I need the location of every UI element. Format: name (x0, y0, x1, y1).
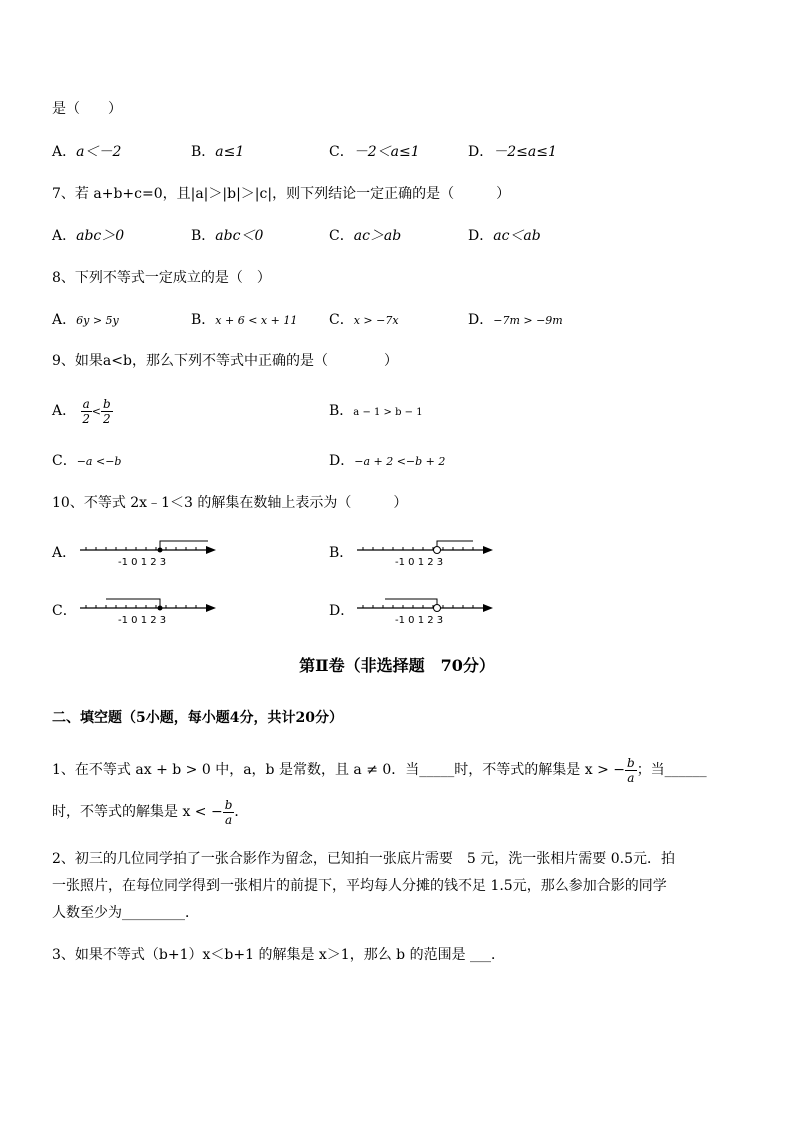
question-number: 3、 (52, 947, 75, 963)
hollow-endpoint (434, 605, 441, 612)
q8-option-a[interactable] (52, 311, 119, 330)
q7-option-b[interactable] (191, 227, 263, 245)
fraction-numerator: b (627, 755, 635, 770)
q9-stem (52, 352, 398, 370)
q10-option-a-number-line[interactable] (78, 535, 220, 569)
option-body: ac＞ab (353, 228, 402, 244)
tick-labels: -1 0 1 2 3 (118, 615, 167, 626)
q9-option-a[interactable] (52, 394, 113, 429)
q10-option-c-label[interactable]: C． (52, 603, 77, 619)
option-label: D． (468, 312, 494, 328)
fraction-denominator: a (224, 812, 233, 827)
q10-option-d-label[interactable]: D． (329, 603, 355, 619)
option-label: A． (52, 228, 77, 244)
solution-ray (106, 599, 160, 608)
option-label: B． (191, 228, 216, 244)
option-body: abc＜0 (215, 228, 264, 244)
solid-endpoint (158, 548, 163, 553)
q6-option-b[interactable] (191, 143, 244, 161)
question-number: 1、 (52, 762, 75, 778)
fraction (625, 756, 637, 785)
part2-title: 第Ⅱ卷（非选择题 70分） (299, 656, 495, 675)
option-label: A． (52, 403, 77, 419)
q6-option-c[interactable] (329, 143, 420, 161)
fraction-denominator: 2 (82, 411, 90, 426)
option-label: C． (329, 312, 354, 328)
question-text: 在不等式 ax + b > 0 中，a，b 是常数，且 a ≠ 0．当_____时，不等式的解集是 x > − (74, 762, 625, 778)
question-number: 7、 (52, 186, 75, 202)
option-body: a≤1 (215, 144, 245, 160)
tick-labels: -1 0 1 2 3 (395, 615, 444, 626)
solution-ray (385, 599, 437, 604)
tick-labels: -1 0 1 2 3 (118, 557, 167, 568)
fill-q1-line1 (52, 754, 707, 786)
tick-labels: -1 0 1 2 3 (395, 557, 444, 568)
option-label: B． (329, 403, 354, 419)
option-label: A． (52, 144, 77, 160)
axis-arrow (206, 546, 216, 554)
question-text: ；当______ (636, 762, 707, 778)
question-text: ． (234, 804, 249, 820)
solid-endpoint (158, 606, 163, 611)
question-text: 不等式 2x﹣1＜3 的解集在数轴上表示为（ ） (83, 495, 408, 511)
option-body: abc＞0 (76, 228, 125, 244)
fill-q2-line1 (52, 850, 675, 868)
q10-option-a-label[interactable]: A． (52, 545, 77, 561)
q10-option-b-label[interactable]: B． (329, 545, 354, 561)
axis-arrow (483, 604, 493, 612)
question-number: 2、 (52, 851, 75, 867)
question-text: 如果不等式（b+1）x＜b+1 的解集是 x＞1，那么 b 的范围是 ___． (74, 947, 506, 963)
option-label: B． (191, 144, 216, 160)
fill-q1-line2 (52, 796, 248, 828)
q6-option-a[interactable] (52, 143, 121, 161)
axis-arrow (206, 604, 216, 612)
option-body: x > −7x (353, 314, 399, 327)
q7-option-a[interactable] (52, 227, 124, 245)
hollow-endpoint (434, 547, 441, 554)
option-body: a − 1 > b − 1 (353, 407, 423, 418)
solution-ray (437, 541, 473, 546)
relation: < (91, 405, 101, 418)
option-body: −7m > −9m (493, 314, 563, 327)
option-label: D． (329, 453, 355, 469)
axis-arrow (483, 546, 493, 554)
q10-option-c-number-line[interactable] (78, 593, 220, 627)
question-number: 10、 (52, 495, 84, 511)
option-label: C． (329, 144, 354, 160)
solution-ray (160, 541, 208, 550)
q8-option-b[interactable] (191, 311, 297, 330)
fill-q2-line3: 人数至少为_________． (52, 905, 199, 921)
option-label: D． (468, 144, 494, 160)
q9-option-d[interactable] (329, 452, 445, 471)
section-heading: 二、填空题（5小题，每小题4分，共计20分） (52, 710, 343, 726)
option-label: C． (52, 453, 77, 469)
option-label: B． (191, 312, 216, 328)
question-text: 下列不等式一定成立的是（ ） (74, 270, 271, 286)
option-body: a＜－2 (76, 144, 122, 160)
option-body: 6y > 5y (76, 314, 119, 327)
q6-stem-tail: 是（ ） (52, 101, 122, 117)
fill-q3 (52, 946, 505, 964)
question-number: 9、 (52, 353, 75, 369)
question-number: 8、 (52, 270, 75, 286)
fraction-numerator: b (102, 396, 111, 411)
q10-stem (52, 494, 407, 512)
q7-option-c[interactable] (329, 227, 401, 245)
q10-option-d-number-line[interactable] (355, 593, 497, 627)
option-body: −a <−b (76, 455, 122, 468)
q9-option-c[interactable] (52, 452, 121, 471)
fill-q2-line2: 一张照片，在每位同学得到一张相片的前提下，平均每人分摊的钱不足 1.5元，那么参加合影的同学 (52, 878, 667, 894)
option-body: －2≤a≤1 (493, 144, 557, 160)
fraction (101, 397, 113, 426)
question-text: 若 a+b+c=0，且|a|＞|b|＞|c|，则下列结论一定正确的是（ ） (74, 186, 511, 202)
q8-stem (52, 269, 271, 287)
option-body: －2＜a≤1 (353, 144, 420, 160)
q6-option-d[interactable] (468, 143, 557, 161)
question-text: 初三的几位同学拍了一张合影作为留念，已知拍一张底片需要 5 元，洗一张相片需要 0.5元．拍 (74, 851, 675, 867)
option-label: A． (52, 312, 77, 328)
q7-option-d[interactable] (468, 227, 541, 245)
fraction (81, 397, 92, 426)
q9-option-b[interactable] (329, 402, 423, 422)
fraction-numerator: a (82, 396, 90, 411)
q10-option-b-number-line[interactable] (355, 535, 497, 569)
question-text: 时，不等式的解集是 x < − (52, 804, 223, 820)
option-label: D． (468, 228, 494, 244)
question-text: 如果a<b，那么下列不等式中正确的是（ ） (74, 353, 398, 369)
fraction-numerator: b (224, 797, 233, 812)
option-body: x + 6 < x + 11 (215, 314, 298, 327)
fraction-denominator: a (627, 770, 635, 785)
q8-option-d[interactable] (468, 311, 563, 330)
option-body: −a + 2 <−b + 2 (354, 455, 446, 468)
option-body: ac＜ab (493, 228, 541, 244)
fraction (223, 798, 235, 827)
q7-stem (52, 185, 510, 203)
q8-option-c[interactable] (329, 311, 399, 330)
option-label: C． (329, 228, 354, 244)
fraction-denominator: 2 (102, 411, 111, 426)
